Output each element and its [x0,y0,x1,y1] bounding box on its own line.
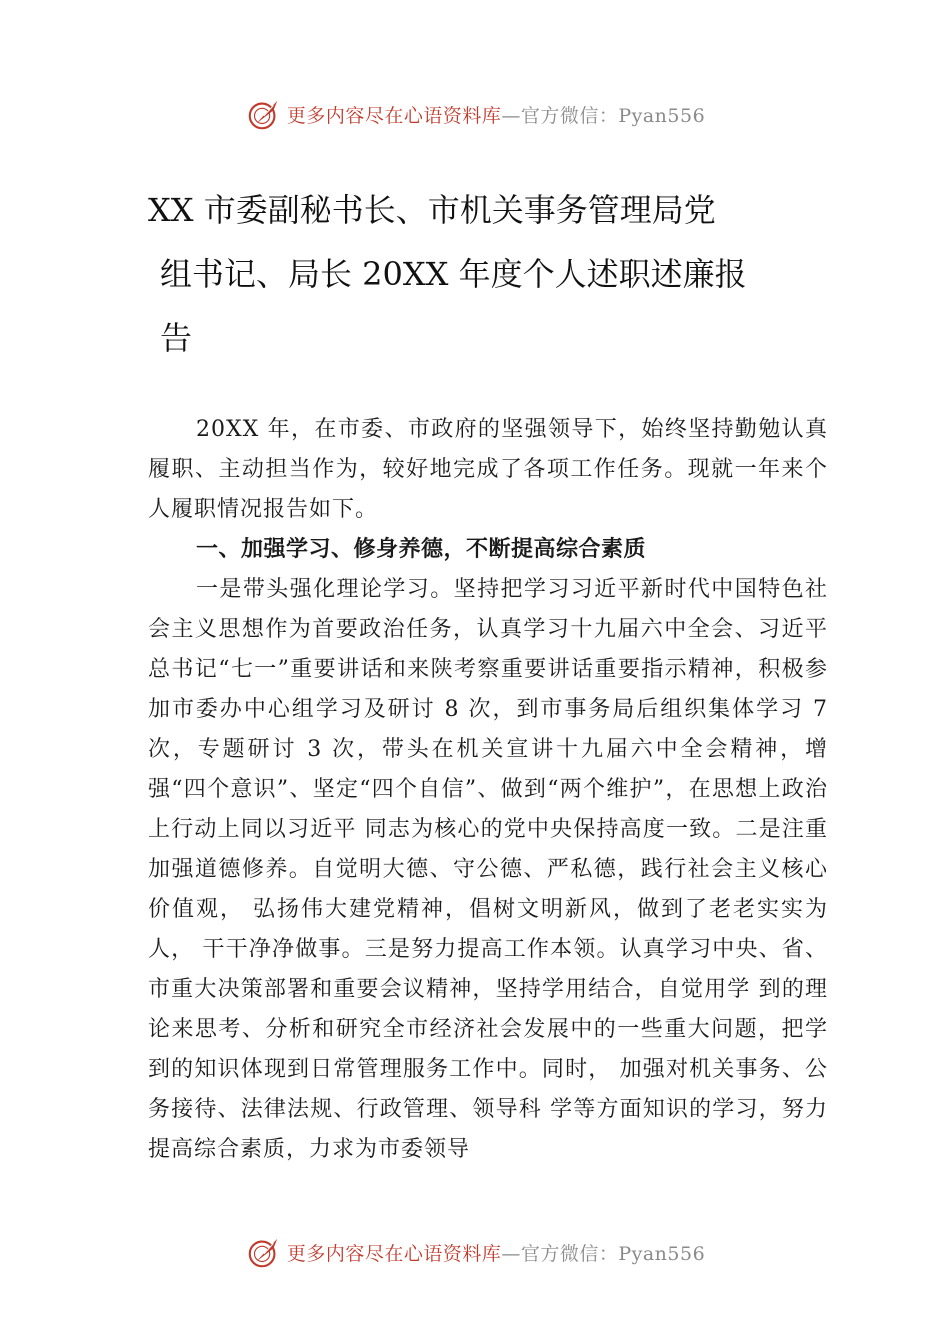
watermark-text: 更多内容尽在心语资料库—官方微信：Pyan556 [286,1242,706,1265]
title-line-3: 告 [160,319,193,357]
title-line-1: XX 市委副秘书长、市机关事务管理局党 [148,191,716,229]
title-line-2: 组书记、局长 20XX 年度个人述职述廉报 [160,255,747,293]
document-body [148,410,828,1170]
quill-logo-icon [245,1233,283,1271]
watermark-text: 更多内容尽在心语资料库—官方微信：Pyan556 [286,104,706,127]
intro-paragraph: 20XX 年，在市委、市政府的坚强领导下，始终坚持勤勉认真履职、主动担当作为，较好地完成了各项工作任务。现就一年来个人履职情况报告如下。 [148,417,828,522]
quill-logo-icon [245,95,283,133]
section-heading: 一、加强学习、修身养德，不断提高综合素质 [196,537,647,562]
watermark-footer [0,1230,950,1274]
section-paragraph: 一是带头强化理论学习。坚持把学习习近平新时代中国特色社会主义思想作为首要政治任务，认真学习十九届六中全会、习近平总书记“七一”重要讲话和来陕考察重要讲话重要指示精神，积极参加市委办中心组学习及研讨 8 次，到市事务局后组织集体学习 7 次，专题研讨 3 次，带头在机关宣讲十九届六中全会精神，增强“四个意识”、坚定“四个自信”、做到“两个维护”，在思想上政治上行动上同以习近平 同志为核心的党中央保持高度一致。二是注重加强道德修养。自觉明大德、守公德、严私德，践行社会主义核心价值观， 弘扬伟大建党精神，倡树文明新风，做到了老老实实为人， 干干净净做事。三是努力提高工作本领。认真学习中央、省、 市重大决策部署和重要会议精神，坚持学用结合，自觉用学 到的理论来思考、分析和研究全市经济社会发展中的一些重大问题，把学到的知识体现到日常管理服务工作中。同时， 加强对机关事务、公务接待、法律法规、行政管理、领导科 学等方面知识的学习，努力提高综合素质，力求为市委领导 [148,577,828,1162]
watermark-header [0,92,950,136]
document-title [148,178,828,370]
